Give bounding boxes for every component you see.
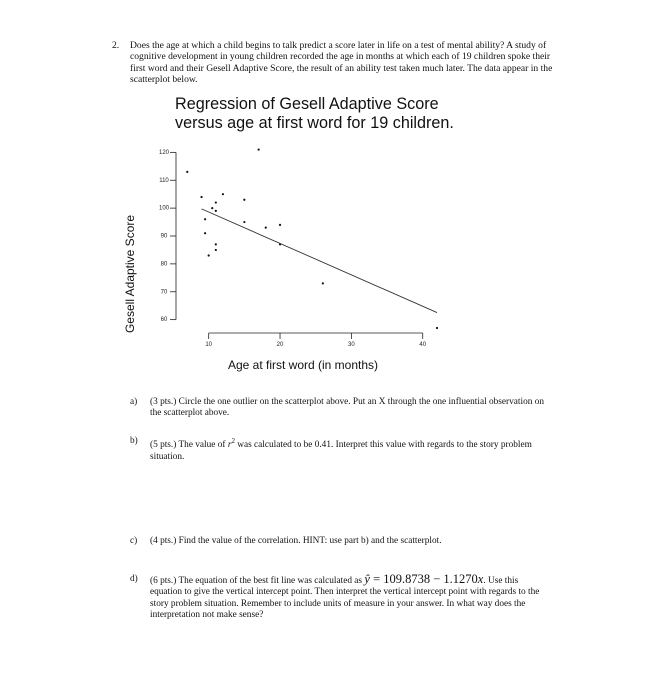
data-point <box>200 196 202 198</box>
r-symbol: r <box>227 440 232 451</box>
question-2 <box>112 40 562 86</box>
y-tick-label: 60 <box>160 317 168 324</box>
data-point <box>322 282 324 284</box>
data-point <box>204 218 206 220</box>
part-b-text <box>150 436 550 463</box>
x-axis <box>205 333 426 348</box>
equation-x: x <box>477 572 484 586</box>
data-point <box>215 249 217 251</box>
part-a-label: a) <box>130 397 138 407</box>
equation-yhat: ŷ <box>364 572 370 586</box>
part-c-label: c) <box>130 536 138 546</box>
question-text: Does the age at which a child begins to talk predict a score later in life on a test of mental ability? A study of cognitive development in young children recorded the age in months at which each of 19 children spoke their first word and their Gesell Adaptive Score, the result of an ability test taken much later. The data appear in the scatterplot below. <box>130 40 553 86</box>
y-axis <box>159 150 176 323</box>
part-b-label: b) <box>130 436 138 446</box>
y-tick-label: 70 <box>160 289 168 296</box>
question-number: 2. <box>112 40 120 51</box>
x-axis-label: Age at first word (in months) <box>227 358 379 372</box>
part-b <box>130 436 550 463</box>
data-point <box>243 221 245 223</box>
chart-title-line-1: Regression of Gesell Adaptive Score <box>175 95 439 113</box>
data-point <box>215 243 217 245</box>
x-tick-label: 20 <box>276 342 284 348</box>
chart-title-line-2: versus age at first word for 19 children. <box>175 114 454 132</box>
part-d-text <box>150 574 550 622</box>
data-point <box>243 199 245 201</box>
regression-line <box>202 209 437 313</box>
part-c-text: (4 pts.) Find the value of the correlation. HINT: use part b) and the scatterplot. <box>150 536 442 546</box>
data-point <box>208 254 210 256</box>
y-tick-label: 80 <box>160 261 168 268</box>
part-b-text-after: was calculated to be 0.41. Interpret this value with regards to the story problem situation. <box>150 440 532 462</box>
data-point <box>204 232 206 234</box>
data-point <box>215 210 217 212</box>
data-points <box>186 148 438 329</box>
x-tick-label: 40 <box>419 342 427 348</box>
regression-equation <box>364 572 483 586</box>
part-a-text: (3 pts.) Circle the one outlier on the scatterplot above. Put an X through the one influential observation on the scatterplot above. <box>150 397 544 419</box>
data-point <box>265 227 267 229</box>
y-tick-label: 120 <box>158 149 170 156</box>
x-tick-label: 30 <box>348 342 355 348</box>
part-d-text-after: . Use this equation to give the vertical intercept point. Then interpret the vertical intercept point with regards to the story problem situation. Remember to include units of measure in your answer. In what way does the interpretation not make sense? <box>150 576 540 621</box>
part-d-label: d) <box>130 574 138 584</box>
part-b-text-before: (5 pts.) The value of <box>150 440 228 451</box>
part-d-text-before: (6 pts.) The equation of the best fit line was calculated as <box>150 576 365 586</box>
data-point <box>222 193 224 195</box>
part-c <box>130 536 550 547</box>
y-tick-label: 90 <box>160 233 168 240</box>
equation-body: = 109.8738 − 1.1270 <box>369 572 478 586</box>
data-point <box>215 201 217 203</box>
part-a <box>130 397 550 420</box>
y-axis-label: Gesell Adaptive Score <box>123 214 137 334</box>
data-point <box>279 224 281 226</box>
scatterplot <box>115 140 445 380</box>
y-tick-label: 110 <box>159 177 169 184</box>
r-superscript: 2 <box>231 437 235 445</box>
data-point <box>186 171 188 173</box>
y-tick-label: 100 <box>158 205 170 212</box>
data-point <box>258 148 260 150</box>
regression-line-group <box>202 209 437 313</box>
x-tick-label: 10 <box>205 342 213 348</box>
part-d <box>130 574 550 622</box>
chart-title <box>175 95 505 133</box>
data-point <box>211 207 213 209</box>
data-point <box>436 327 438 329</box>
